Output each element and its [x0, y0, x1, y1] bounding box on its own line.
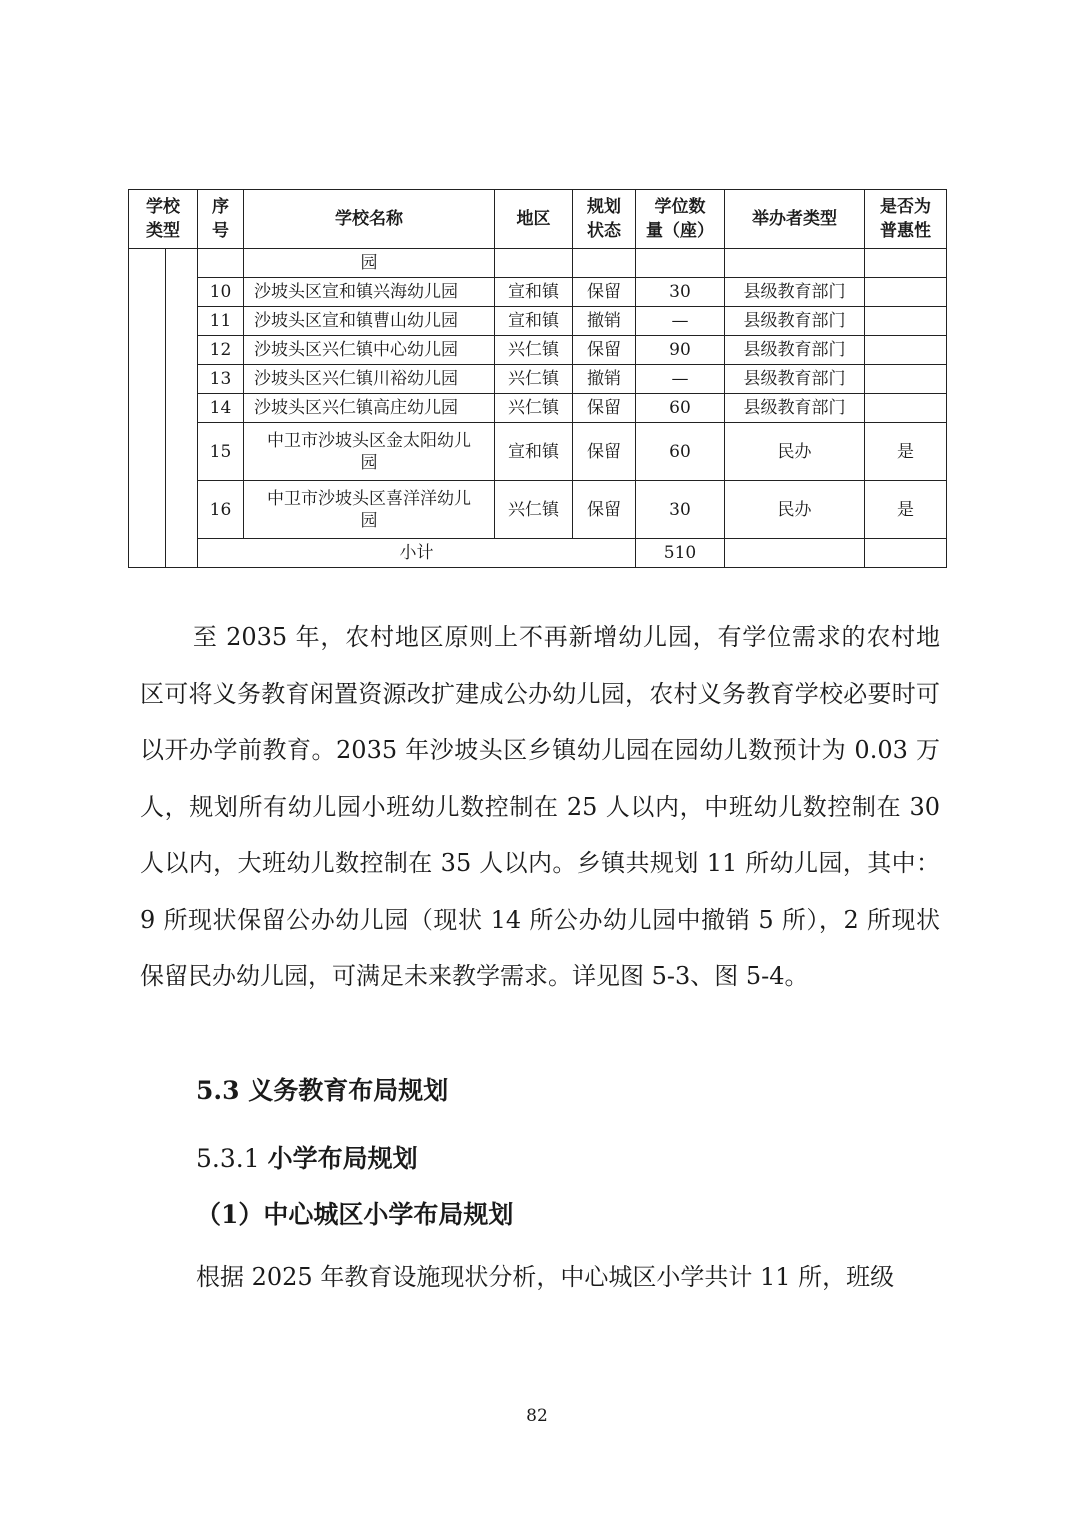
header-organizer: 举办者类型	[725, 190, 865, 249]
table-header-row	[129, 190, 947, 249]
page-number: 82	[526, 1406, 548, 1426]
subtotal-label: 小计	[198, 539, 636, 568]
subsection-heading: 5.3.1 小学布局规划	[196, 1144, 418, 1173]
header-inclusive: 是否为 普惠性	[865, 190, 947, 249]
school-type-cell	[129, 249, 166, 568]
table-row-continued	[129, 249, 947, 278]
cell-name: 园	[244, 249, 495, 278]
table-row: 16 中卫市沙坡头区喜洋洋幼儿 园 兴仁镇 保留 30 民办 是	[129, 481, 947, 539]
subsubsection-heading: （1）中心城区小学布局规划	[196, 1200, 514, 1229]
body-paragraph: 至 2035 年，农村地区原则上不再新增幼儿园，有学位需求的农村地区可将义务教育闲置资源改扩建成公办幼儿园，农村义务教育学校必要时可以开办学前教育。2035 年沙坡头区乡镇幼儿园在园幼儿数预计为 0.03 万人，规划所有幼儿园小班幼儿数控制在 25 人以内，中班幼儿数控制在 30 人以内，大班幼儿数控制在 35 人以内。乡镇共规划 11 所幼儿园，其中：9 所现状保留公办幼儿园（现状 14 所公办幼儿园中撤销 5 所），2 所现状保留民办幼儿园，可满足未来教学需求。详见图 5-3、图 5-4。	[140, 623, 940, 990]
school-subtype-cell	[166, 249, 198, 568]
subtotal-value: 510	[636, 539, 725, 568]
table-row: 14 沙坡头区兴仁镇高庄幼儿园 兴仁镇 保留 60 县级教育部门	[129, 394, 947, 423]
header-school-type: 学校 类型	[129, 190, 198, 249]
header-name: 学校名称	[244, 190, 495, 249]
header-area: 地区	[495, 190, 573, 249]
table-row: 13 沙坡头区兴仁镇川裕幼儿园 兴仁镇 撤销 — 县级教育部门	[129, 365, 947, 394]
subtotal-row	[129, 539, 947, 568]
kindergarten-table	[128, 189, 947, 568]
header-status: 规划 状态	[573, 190, 636, 249]
table-row: 15 中卫市沙坡头区金太阳幼儿 园 宣和镇 保留 60 民办 是	[129, 423, 947, 481]
header-seats: 学位数 量（座）	[636, 190, 725, 249]
header-seq: 序 号	[198, 190, 244, 249]
table-row: 11 沙坡头区宣和镇曹山幼儿园 宣和镇 撤销 — 县级教育部门	[129, 307, 947, 336]
body-text-line: 根据 2025 年教育设施现状分析，中心城区小学共计 11 所，班级	[196, 1263, 895, 1291]
table-row: 10 沙坡头区宣和镇兴海幼儿园 宣和镇 保留 30 县级教育部门	[129, 278, 947, 307]
table-row: 12 沙坡头区兴仁镇中心幼儿园 兴仁镇 保留 90 县级教育部门	[129, 336, 947, 365]
section-heading: 5.3 义务教育布局规划	[196, 1076, 449, 1105]
